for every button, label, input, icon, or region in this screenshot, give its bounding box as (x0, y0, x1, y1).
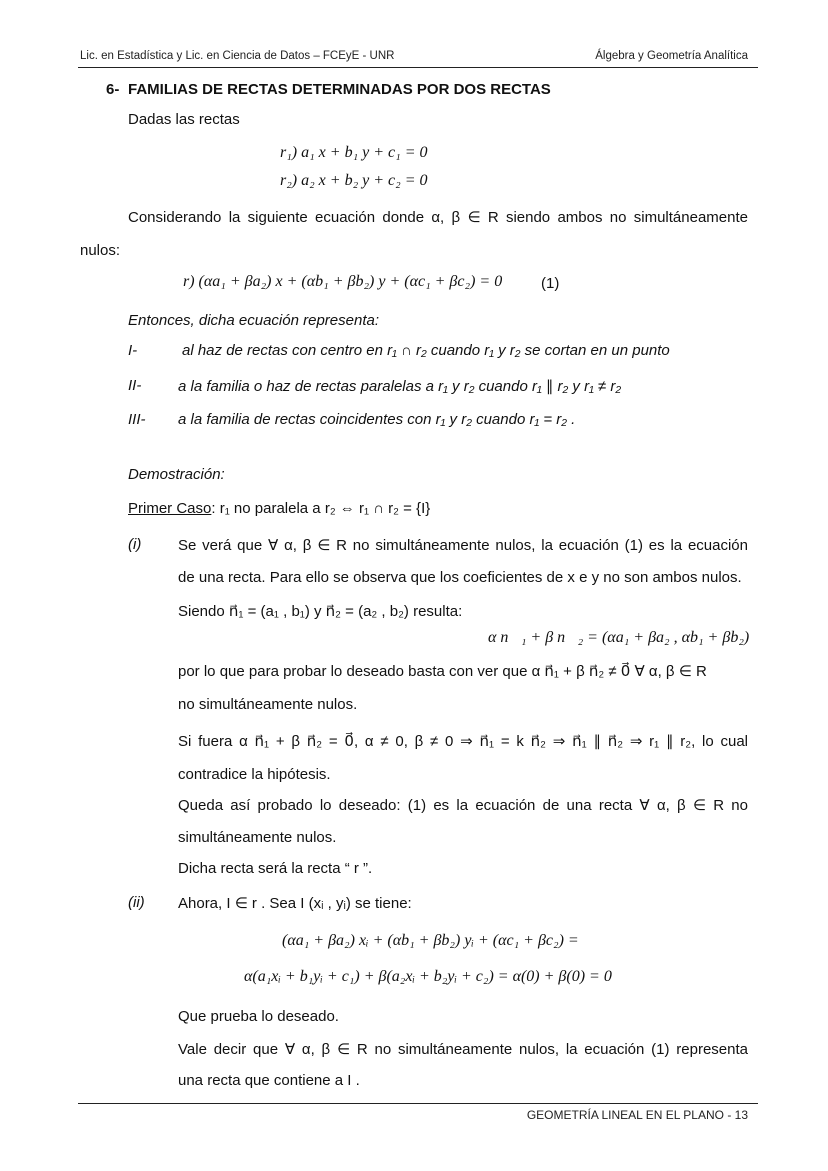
case-3-num: III- (128, 411, 146, 428)
part-ii-eq2: α(a₁xᵢ + b₁yᵢ + c₁) + β(a₂xᵢ + b₂yᵢ + c₂) = α(0) + β(0) = 0 (244, 968, 612, 985)
header-rule (78, 67, 758, 68)
part-i-l7: contradice la hipótesis. (178, 766, 331, 783)
case-2-text: a la familia o haz de rectas paralelas a r₁ y r₂ cuando r₁ ∥ r₂ y r₁ ≠ r₂ (178, 378, 622, 395)
part-i-l9: simultáneamente nulos. (178, 829, 337, 846)
part-i-l10: Dicha recta será la recta “ r ”. (178, 860, 373, 877)
part-i-l1: Se verá que ∀ α, β ∈ R no simultáneamente nulos, la ecuación (1) es la ecuación (178, 537, 748, 554)
intro-text: Dadas las rectas (128, 111, 240, 128)
line-r2: r₂) a₂ x + b₂ y + c₂ = 0 (280, 172, 428, 189)
header-right: Álgebra y Geometría Analítica (595, 50, 748, 62)
case-3-text: a la familia de rectas coincidentes con r₁ y r₂ cuando r₁ = r₂ . (178, 411, 576, 428)
considering-line2: nulos: (80, 242, 121, 259)
part-i-l5: no simultáneamente nulos. (178, 696, 358, 713)
part-i-eq: α n⃗₁ + β n⃗₂ = (αa₁ + βa₂ , αb₁ + βb₂) (488, 629, 750, 646)
part-ii-l4: una recta que contiene a I . (178, 1072, 360, 1089)
case-1-num: I- (128, 342, 138, 359)
part-i-num: (i) (128, 536, 142, 553)
line-r1: r₁) a₁ x + b₁ y + c₁ = 0 (280, 144, 428, 161)
part-ii-num: (ii) (128, 894, 145, 911)
part-ii-eq1: (αa₁ + βa₂) xᵢ + (αb₁ + βb₂) yᵢ + (αc₁ + βc₂) = (282, 932, 579, 949)
considering-line1: Considerando la siguiente ecuación donde α, β ∈ R siendo ambos no simultáneamente (128, 209, 748, 226)
first-case-text: : r₁ no paralela a r₂ ⇔ r₁ ∩ r₂ = {I} (211, 500, 431, 517)
part-i-l4: por lo que para probar lo deseado basta con ver que α n⃗₁ + β n⃗₂ ≠ 0⃗ ∀ α, β ∈ R (178, 663, 707, 680)
part-ii-l1: Ahora, I ∈ r . Sea I (xᵢ , yᵢ) se tiene: (178, 895, 412, 912)
part-i-l3: Siendo n⃗₁ = (a₁ , b₁) y n⃗₂ = (a₂ , b₂) resulta: (178, 603, 463, 620)
case-1-text: al haz de rectas con centro en r₁ ∩ r₂ cuando r₁ y r₂ se cortan en un punto (182, 342, 670, 359)
part-i-l6: Si fuera α n⃗₁ + β n⃗₂ = 0⃗, α ≠ 0, β ≠ 0 ⇒ n⃗₁ = k n⃗₂ ⇒ n⃗₁ ∥ n⃗₂ ⇒ r₁ ∥ r₂, lo cual (178, 733, 748, 750)
header-left: Lic. en Estadística y Lic. en Ciencia de Datos – FCEyE - UNR (80, 50, 395, 62)
part-ii-l3: Vale decir que ∀ α, β ∈ R no simultáneamente nulos, la ecuación (1) representa (178, 1041, 748, 1058)
section-title: FAMILIAS DE RECTAS DETERMINADAS POR DOS RECTAS (128, 81, 551, 98)
then-text: Entonces, dicha ecuación representa: (128, 312, 379, 329)
footer-text: GEOMETRÍA LINEAL EN EL PLANO - 13 (526, 1108, 748, 1122)
equation-1: r) (αa₁ + βa₂) x + (αb₁ + βb₂) y + (αc₁ + βc₂) = 0 (183, 273, 503, 290)
case-2-num: II- (128, 377, 142, 394)
first-case (128, 500, 430, 517)
demo-title: Demostración: (128, 466, 225, 483)
equation-1-tag: (1) (541, 275, 560, 292)
section-number: 6- (106, 81, 120, 98)
part-i-l2: de una recta. Para ello se observa que los coeficientes de x e y no son ambos nulos. (178, 569, 742, 586)
first-case-label: Primer Caso (128, 500, 212, 517)
footer-rule (78, 1103, 758, 1104)
part-ii-l2: Que prueba lo deseado. (178, 1008, 339, 1025)
part-i-l8: Queda así probado lo deseado: (1) es la ecuación de una recta ∀ α, β ∈ R no (178, 797, 748, 814)
